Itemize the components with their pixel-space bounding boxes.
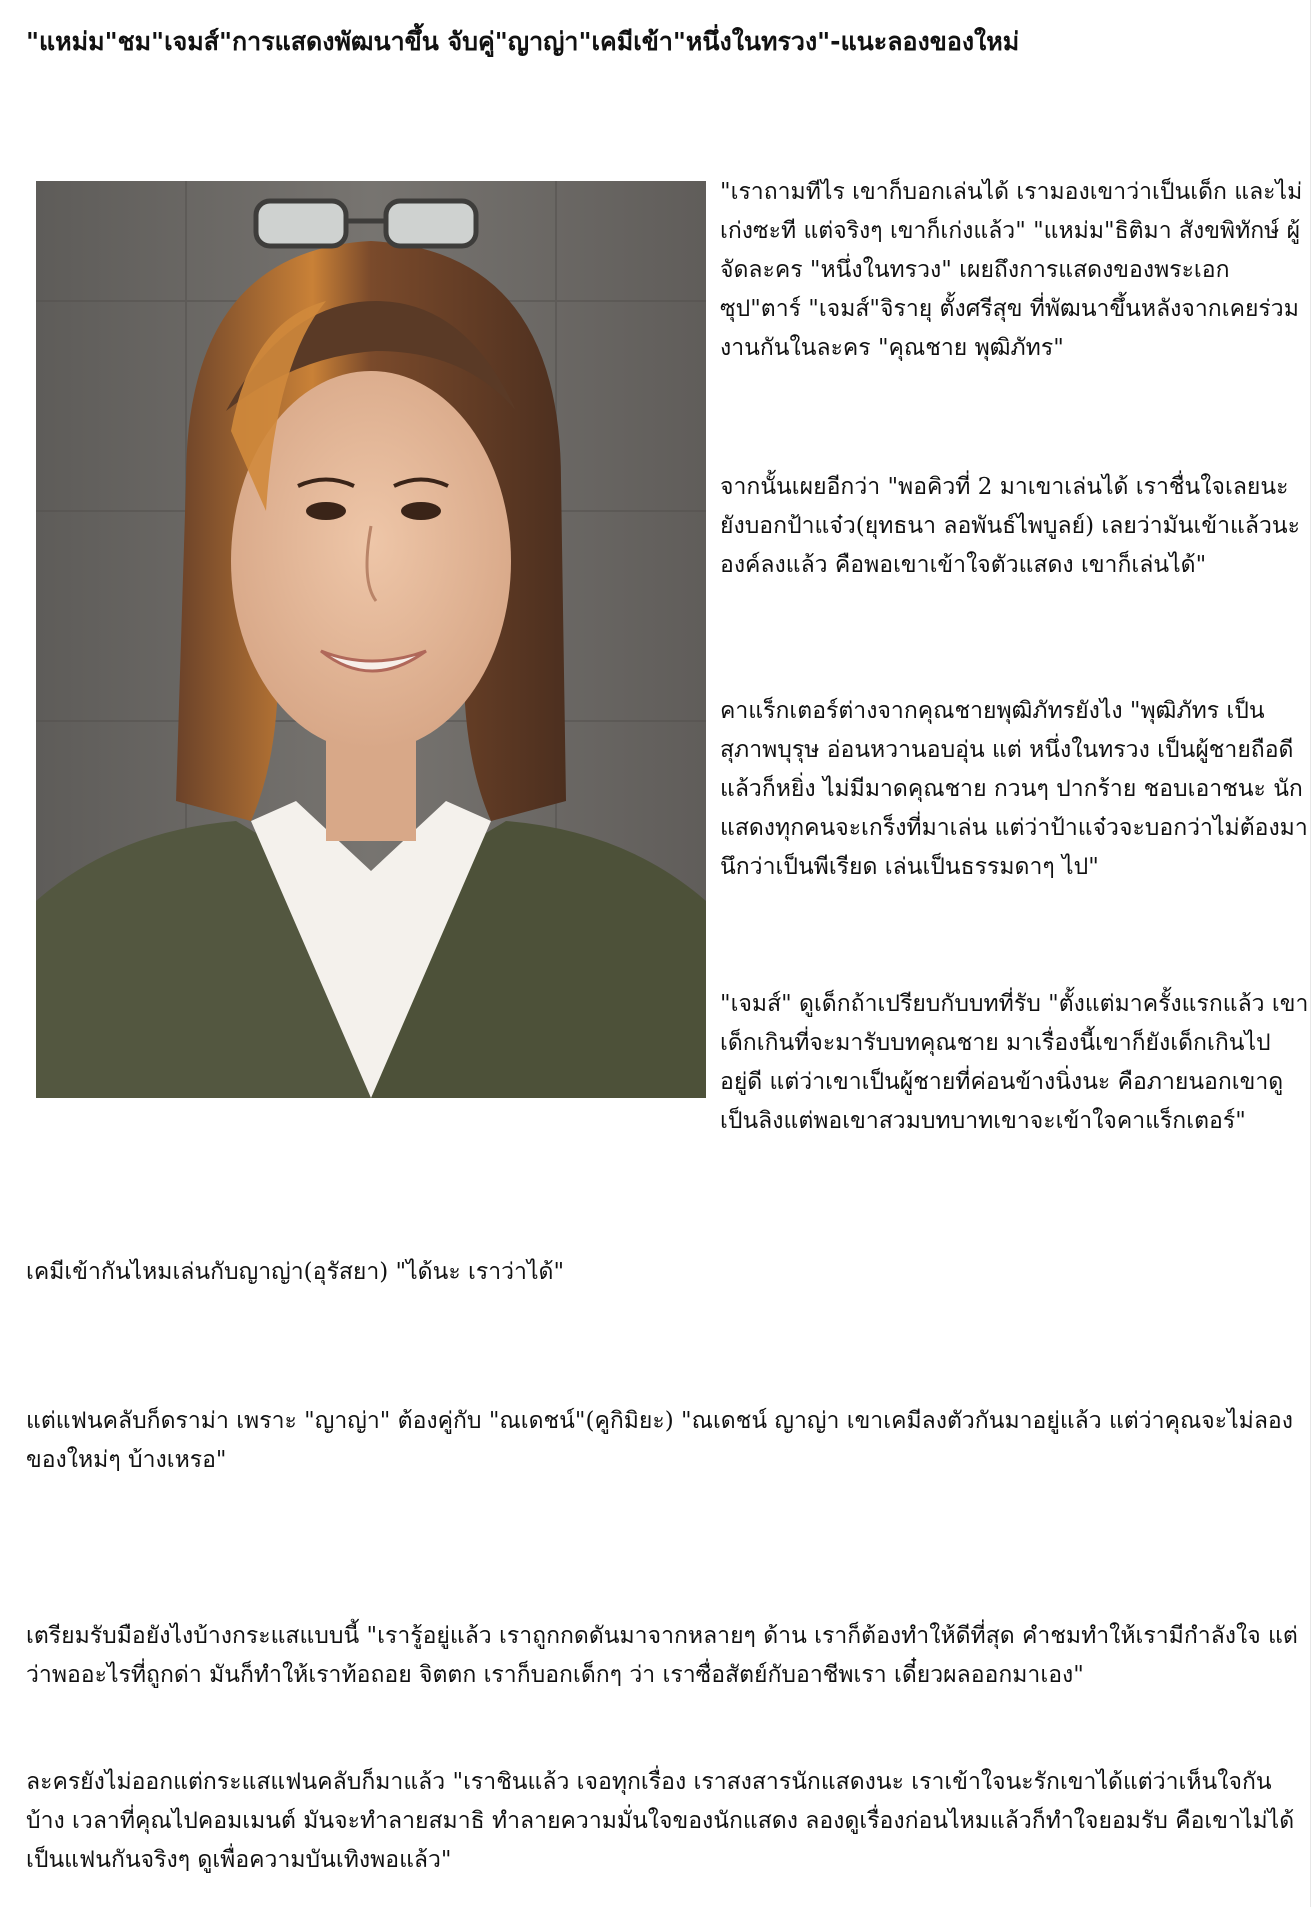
paragraph-3: คาแร็กเตอร์ต่างจากคุณชายพุฒิภัทรยังไง "พุฒิภัทร เป็นสุภาพบุรุษ อ่อนหวานอบอุ่น แต่ หนึ่งในทรวง เป็นผู้ชายถือดี แล้วก็หยิ่ง ไม่มีมาดคุณชาย กวนๆ ปากร้าย ชอบเอาชนะ นักแสดงทุกคนจะเกร็งที่มาเล่น แต่ว่าป้าแจ๋วจะบอกว่าไม่ต้องมานึกว่าเป็นพีเรียด เล่นเป็นธรรมดาๆ ไป" (720, 698, 1308, 880)
paragraph-8: ละครยังไม่ออกแต่กระแสแฟนคลับก็มาแล้ว "เราชินแล้ว เจอทุกเรื่อง เราสงสารนักแสดงนะ เราเข้าใจนะรักเขาได้แต่ว่าเห็นใจกันบ้าง เวลาที่คุณไปคอมเมนต์ มันจะทำลายสมาธิ ทำลายความมั่นใจของนักแสดง ลองดูเรื่องก่อนไหมแล้วก็ทำใจยอมรับ คือเขาไม่ได้เป็นแฟนกันจริงๆ ดูเพื่อความบันเทิงพอแล้ว" (26, 1769, 1295, 1873)
article-headline: "แหม่ม"ชม"เจมส์"การแสดงพัฒนาขึ้น จับคู่"ญาญ่า"เคมีเข้า"หนึ่งในทรวง"-แนะลองของใหม่ (26, 27, 1020, 56)
paragraph-6: แต่แฟนคลับก็ดราม่า เพราะ "ญาญ่า" ต้องคู่กับ "ณเดชน์"(คูกิมิยะ) "ณเดชน์ ญาญ่า เขาเคมีลงตัวกันมาอยู่แล้ว แต่ว่าคุณจะไม่ลองของใหม่ๆ บ้างเหรอ" (26, 1408, 1293, 1473)
paragraph-4: "เจมส์" ดูเด็กถ้าเปรียบกับบทที่รับ "ตั้งแต่มาครั้งแรกแล้ว เขาเด็กเกินที่จะมารับบทคุณชาย มาเรื่องนี้เขาก็ยังเด็กเกินไปอยู่ดี แต่ว่าเขาเป็นผู้ชายที่ค่อนข้างนิ่งนะ คือภายนอกเขาดูเป็นลิงแต่พอเขาสวมบทบาทเขาจะเข้าใจคาแร็กเตอร์" (720, 991, 1309, 1134)
paragraph-2: จากนั้นเผยอีกว่า "พอคิวที่ 2 มาเขาเล่นได้ เราชื่นใจเลยนะ ยังบอกป้าแจ๋ว(ยุทธนา ลอพันธ์ไพบูลย์) เลยว่ามันเข้าแล้วนะ องค์ลงแล้ว คือพอเขาเข้าใจตัวแสดง เขาก็เล่นได้" (720, 474, 1300, 578)
paragraph-7: เตรียมรับมือยังไงบ้างกระแสแบบนี้ "เรารู้อยู่แล้ว เราถูกกดดันมาจากหลายๆ ด้าน เราก็ต้องทำให้ดีที่สุด คำชมทำให้เรามีกำลังใจ แต่ว่าพออะไรที่ถูกด่า มันก็ทำให้เราท้อถอย จิตตก เราก็บอกเด็กๆ ว่า เราซื่อสัตย์กับอาชีพเรา เดี๋ยวผลออกมาเอง" (26, 1623, 1298, 1688)
article-photo (36, 181, 706, 1098)
paragraph-1: "เราถามทีไร เขาก็บอกเล่นได้ เรามองเขาว่าเป็นเด็ก และไม่เก่งซะที แต่จริงๆ เขาก็เก่งแล้ว" "แหม่ม"ธิติมา สังขพิทักษ์ ผู้จัดละคร "หนึ่งในทรวง" เผยถึงการแสดงของพระเอกซุป"ตาร์ "เจมส์"จิรายุ ตั้งศรีสุข ที่พัฒนาขึ้นหลังจากเคยร่วมงานกันในละคร "คุณชาย พุฒิภัทร" (720, 179, 1303, 361)
paragraph-5: เคมีเข้ากันไหมเล่นกับญาญ่า(อุรัสยา) "ได้นะ เราว่าได้" (26, 1259, 565, 1285)
portrait-illustration (36, 181, 706, 1098)
